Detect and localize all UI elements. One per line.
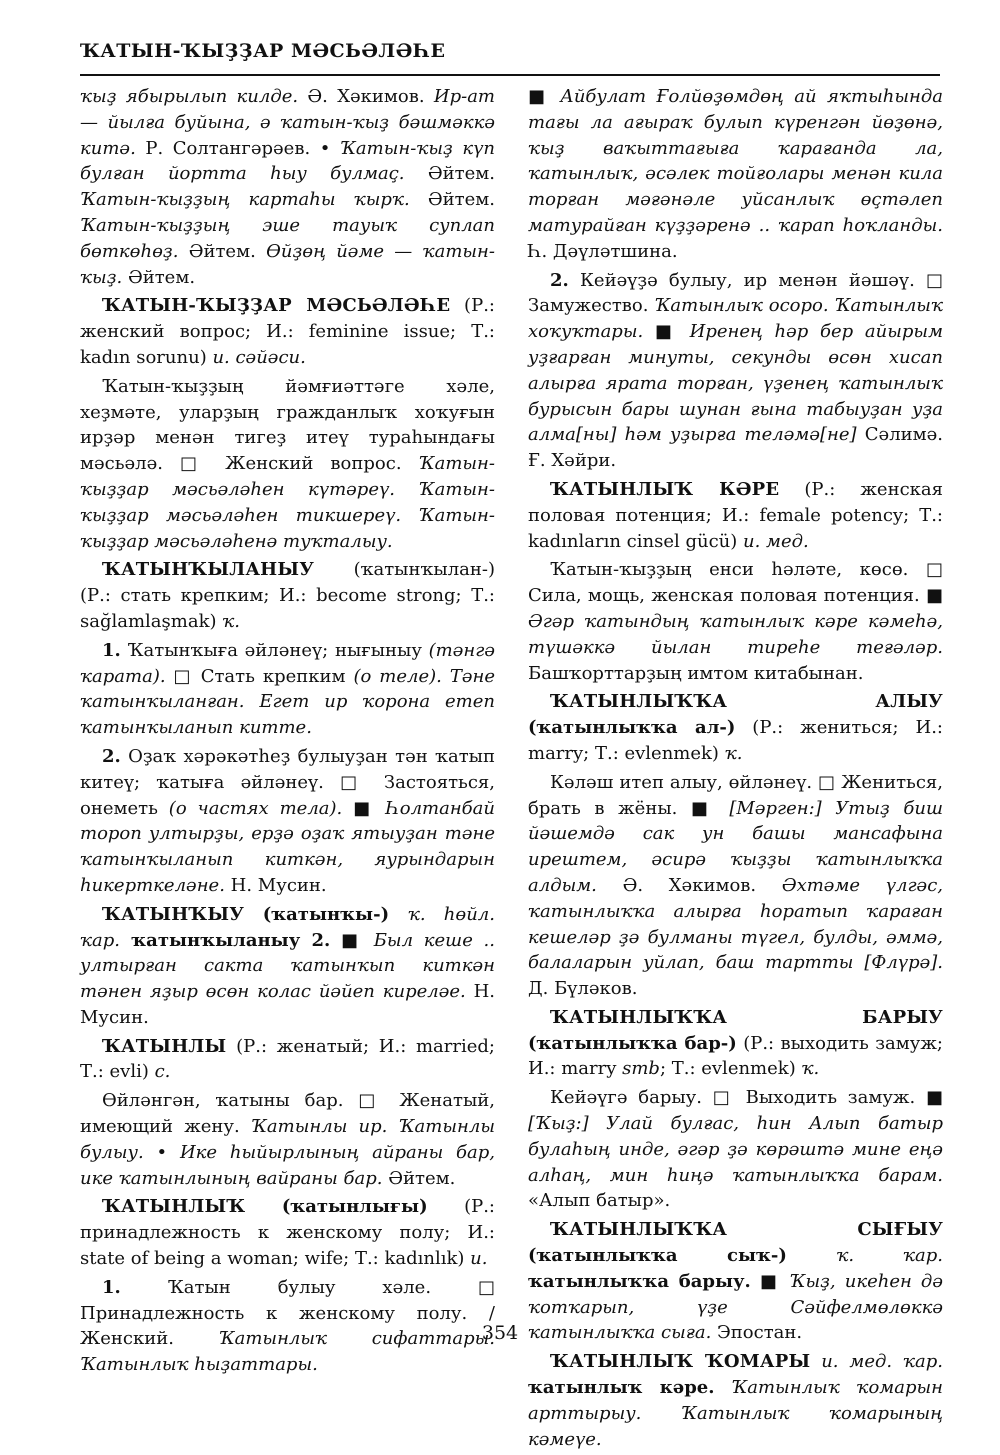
grammar-label: ҡ. (222, 610, 240, 632)
headword: ҠАТЫНЛЫҠ (102, 1196, 246, 1218)
example-text: Тәне ҡатынҡыланған. Егет ир ҡорона етеп ҡатынҡыланып китте. (80, 665, 495, 739)
headword: ҠАТЫНЛЫҠҠА СЫҒЫУ (550, 1219, 943, 1241)
translations-italic: smb (622, 1058, 660, 1080)
definition-text: Оҙаҡ хәрәкәтһеҙ булыуҙан тән ҡатып китеү; ҡатыға әйләнеү. □ Застояться, онеметь (80, 745, 495, 819)
example-text: Ир-ат — йылға буйына, ә ҡатын-ҡыҙ бәшмәккә китә. (80, 86, 495, 159)
headword: ҠАТЫНЛЫҠҠА БАРЫУ (550, 1006, 943, 1028)
grammar-label: и. мед. (743, 530, 809, 552)
source-label: Әйтем. (382, 1167, 456, 1189)
definition-text: Кейәүҙә булыу, ир менән йәшәү. □ Замужество. (528, 269, 943, 317)
proverb-text: Өйҙөң йәме — ҡатын-ҡыҙ. (80, 240, 495, 288)
proverb-text: Ике һыйырлының айраны бар, ике ҡатынлының вайраны бар. (80, 1141, 496, 1189)
source-author: Ә. Хәкимов. (596, 874, 782, 896)
definition (528, 770, 943, 1002)
example-text: Ҡатынлыҡ осоро. Ҡатынлыҡ хоҡуҡтары. (528, 295, 944, 343)
grammar-label: ҡ. һөйл. ҡар. (80, 903, 495, 951)
usage-note: (о теле). (353, 665, 442, 687)
spacer (715, 1377, 732, 1398)
definition-text: □ Стать крепким (165, 665, 354, 687)
example-text: Ҡатынлы ир. Ҡатынлы булыу. (80, 1116, 495, 1163)
example-marker: ■ (528, 86, 561, 107)
sense-number: 2. (550, 269, 569, 291)
sense-number: 1. (102, 639, 121, 661)
definition-text: Ҡатын булыу хәле. □ Принадлежность к женскому полу. / Женский. (80, 1276, 495, 1350)
source-author: Башҡорттарҙың имтом китабынан. (528, 662, 864, 684)
entry-katyn-kyzzar-masalahe (80, 293, 495, 370)
definition (528, 557, 943, 686)
grammar-label: ҡ. ҡар. (836, 1245, 943, 1267)
definition (80, 374, 495, 555)
grammar-label: ҡ. (801, 1058, 820, 1080)
headword: ҠАТЫН-ҠЫҘҘАР МӘСЬӘЛӘҺЕ (102, 295, 451, 317)
source-label: Әйтем. (178, 240, 267, 262)
usage-note: (о частях тела). (168, 797, 343, 819)
example-text: Ҡатынлыҡ сифаттары. Ҡатынлыҡ һыҙаттары. (80, 1328, 495, 1376)
sense-2 (80, 744, 495, 899)
entry-katynkylanyu (80, 557, 495, 634)
usage-note: (тәнгә ҡарата). (80, 639, 495, 687)
left-column (80, 84, 495, 1381)
example-text: Ҡыҙ, икеһен дә ҡотҡарып, үҙе Сәйфелмөлөккә ҡатынлыҡҡа сыға. (528, 1270, 943, 1344)
source-label: Әйтем. (404, 163, 495, 185)
spacer (810, 1351, 821, 1372)
grammar-label: и. мед. ҡар. (821, 1351, 943, 1373)
entry-continuation (80, 84, 495, 290)
source-author: Д. Бүләков. (528, 978, 638, 1000)
definition-text: Кейәүгә барыу. □ Выходить замуж. ■ (550, 1087, 943, 1109)
definition-text: Ҡатын-ҡыҙҙың йәмғиәттәге хәле, хеҙмәте, уларҙың гражданлыҡ хоҡуғын ирҙәр менән тигеҙ итеү тураһындағы мәсьәлә. □ Женский вопрос. (80, 375, 495, 475)
example-text: [Мәрген:] Утыҙ биш йәшемдә сак ун башы мансафына ирештем, әсирә ҡыҙҙы ҡатынлыҡҡа алдым. (528, 797, 943, 896)
example-text: Айбулат Ғолйөҙөмдөң ай яҡтыһында тағы ла ағыраҡ булып күренгән йөҙөнә, ҡыҙ ваҡыттағыға ҡарағанда ла, ҡатынлыҡ, әсәлек тойғолары менән кила торған мәғәнәле уйсанлыҡ өҫтәлеп матурайған күҙҙәренә .. ҡарап һоҡланды. (528, 86, 943, 236)
sense-number: 2. (102, 745, 121, 767)
entry-katynlyk-komary (528, 1349, 943, 1452)
example-marker: ■ (342, 797, 387, 819)
definition (528, 1085, 943, 1214)
header-rule (80, 74, 940, 76)
definition-text: Ҡатынҡыға әйләнеү; нығыныу (120, 639, 429, 661)
source-label: Эпостан. (711, 1322, 803, 1344)
definition-text: Ҡатын-ҡыҙҙың енси һәләте, көсө. □ Сила, мощь, женская половая потенция. ■ (528, 559, 943, 607)
translations: (Р.: женская половая потенция; И.: female potency; Т.: kadınların cinsel gücü) (528, 478, 943, 552)
headword: ҠАТЫНҠЫУ (102, 903, 245, 925)
proverb-marker: • (143, 1141, 180, 1163)
entry-katynlykka-alyu (528, 689, 943, 766)
source-label: «Алып батыр». (528, 1190, 671, 1212)
example-marker: ■ (330, 929, 374, 951)
entry-katynkyu (80, 902, 495, 1031)
headword: ҠАТЫНЛЫ (102, 1035, 227, 1057)
sense-number: 1. (102, 1276, 121, 1298)
definition-text: Кәләш итеп алыу, өйләнеү. □ Жениться, брать в жёны. ■ (528, 771, 943, 819)
cross-reference: ҡатынҡыланыу 2. (120, 929, 331, 951)
stem-form: (ҡатынлыҡҡа сыҡ-) (528, 1245, 837, 1267)
entry-katynlyk (80, 1194, 495, 1271)
example-marker: ■ (643, 321, 690, 343)
source-author: Р. Солтангәрәев. • (135, 137, 340, 159)
stem-form: (ҡатынлыҡҡа бар-) (528, 1032, 737, 1054)
translations: ; Т.: evlenmek) (659, 1058, 802, 1080)
proverb-text: Ҡатын-ҡыҙҙың картаһы ҡырҡ. (80, 189, 410, 211)
translations: (Р.: женатый; И.: married; Т.: evli) (80, 1035, 495, 1083)
grammar-label: и. (470, 1248, 488, 1270)
headword: ҠАТЫНЛЫҠ КӘРЕ (550, 478, 780, 500)
definition (80, 1088, 495, 1191)
entry-continuation (528, 84, 943, 265)
translations: (Р.: жениться; И.: marry; Т.: evlenmek) (528, 717, 943, 764)
example-marker: ■ (750, 1270, 790, 1292)
spacer (442, 666, 450, 687)
headword: ҠАТЫНЛЫҠ ҠОМАРЫ (550, 1351, 811, 1373)
source-author: Н. Мусин. (224, 874, 327, 896)
translations: (Р.: женский вопрос; И.: feminine issue; Т.: kadın sorunu) (80, 295, 495, 368)
example-text: Был кеше .. ултырған сакта ҡатынҡып киткән тәнен яҙыр өсөн колас йәйеп киреләе. (80, 929, 496, 1003)
source-author: Н. Мусин. (80, 981, 496, 1028)
example-text: [Ҡыҙ:] Улай булғас, һин Алып батыр булаһың инде, әгәр ҙә көрәштә мине еңә алһаң, мин һиңә ҡатынлыҡҡа барам. (528, 1113, 943, 1186)
running-header: ҠАТЫН-ҠЫҘҘАР МӘСЬӘЛӘҺЕ (80, 40, 446, 62)
translations: (ҡатынҡылан-) (Р.: стать крепким; И.: become strong; Т.: sağlamlaşmak) (80, 559, 495, 632)
translations: (Р.: выходить замуж; И.: marry (528, 1032, 943, 1080)
example-text: Иренең һәр бер айырым уҙғарған минуты, секунды өсөн хисап алырға ярата торған, үҙенең ҡатынлыҡ бурысын бары шунан ғына табыуҙан уҙа алма[ны] һәм уҙырға теләмә[не] (528, 321, 943, 446)
definition-text: Өйләнгән, ҡатыны бар. □ Женатый, имеющий жену. (80, 1090, 495, 1138)
entry-katynlykka-baryu (528, 1005, 943, 1082)
stem-form: (ҡатынлығы) (245, 1196, 465, 1218)
example-text: Ҡатынлыҡ ҡомарын арттырыу. Ҡатынлыҡ ҡомарының кәмеүе. (528, 1377, 943, 1450)
proverb-text: Ҡатын-ҡыҙҙың эше тауыҡ суплап бөткөһөҙ. (80, 214, 495, 262)
entry-katynlyk-kare (528, 477, 943, 554)
headword: ҠАТЫНҠЫЛАНЫУ (102, 559, 315, 581)
right-column (528, 84, 943, 1455)
proverb-text: Ҡатын-ҡыҙ күп булған йортта һыу булмаҫ. (80, 137, 495, 185)
source-label: Әйтем. (409, 189, 496, 211)
entry-katynly (80, 1034, 495, 1086)
grammar-label: и. сәйәси. (212, 346, 306, 368)
cross-reference: ҡатынлыҡҡа барыу. (528, 1270, 751, 1292)
example-text: Әхтәме үлгәс, ҡатынлыҡҡа алырға һоратып ҡараған кешеләр ҙә булманы түгел, булды, әммә, балаларын уйлап, баш тартты [Флүрә]. (528, 874, 943, 974)
sense-2 (528, 268, 943, 474)
example-text: Һолтанбай тороп ултырҙы, ерҙә оҙаҡ ятыуҙан тәне ҡатынҡыланып киткән, яурындарын һикерткеләне. (80, 797, 495, 896)
source-label: Әйтем. (122, 266, 196, 288)
headword: ҠАТЫНЛЫҠҠА АЛЫУ (550, 691, 943, 713)
source-author: Сәлимә. Ғ. Хәйри. (528, 424, 943, 472)
example-text: Ҡатын-ҡыҙҙар мәсьәләһен күтәреү. Ҡатын-ҡыҙҙар мәсьәләһен тикшереү. Ҡатын-ҡыҙҙар мәсьәләһенә туҡталыу. (80, 453, 495, 552)
cross-reference: ҡатынлыҡ кәре. (528, 1377, 715, 1399)
page-number: 354 (481, 1322, 519, 1344)
source-author: Һ. Дәүләтшина. (528, 240, 678, 262)
example-text: Әгәр ҡатындың ҡатынлыҡ кәре кәмеһә, түшәккә йылан тиреһе теғәләр. (528, 610, 943, 658)
stem-form: (ҡатынҡы-) (244, 903, 408, 925)
grammar-label: с. (154, 1061, 171, 1083)
source-author: Ә. Хәкимов. (298, 86, 434, 107)
translations: (Р.: принадлежность к женскому полу; И.: state of being a woman; wife; Т.: kadınlık) (80, 1196, 495, 1270)
example-text: ҡыҙ ябырылып килде. (80, 86, 299, 107)
stem-form: (ҡатынлыҡҡа ал-) (528, 717, 736, 739)
grammar-label: ҡ. (724, 742, 743, 764)
sense-1 (80, 638, 495, 741)
